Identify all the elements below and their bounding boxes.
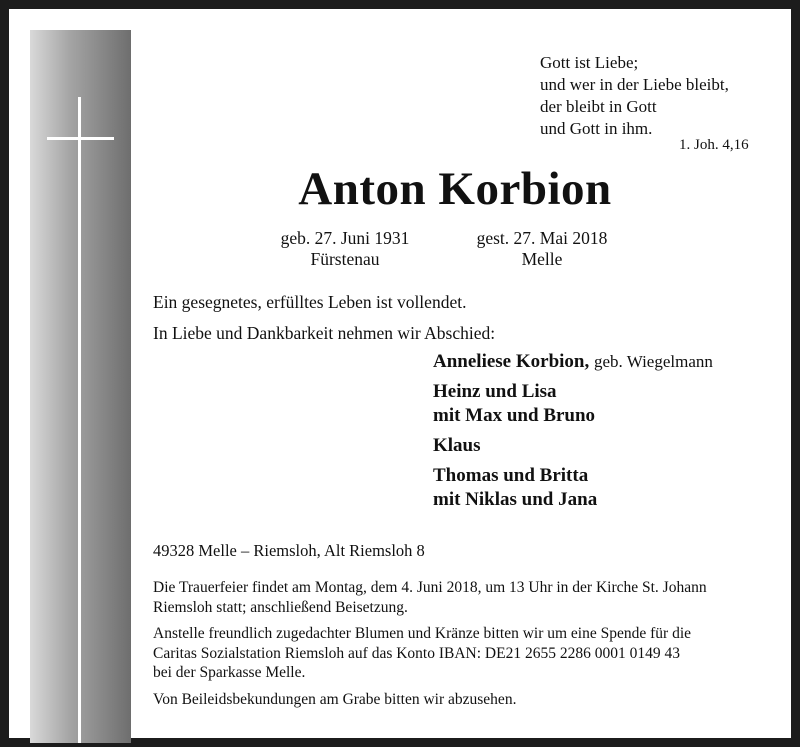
maiden-name: geb. Wiegelmann [593, 352, 713, 371]
notice-line: Anstelle freundlich zugedachter Blumen und Kränze bitten wir um eine Spende für die [153, 625, 692, 642]
notice-line: Riemsloh statt; anschließend Beisetzung. [153, 598, 408, 616]
notice-line: bei der Sparkasse Melle. [153, 664, 306, 681]
notice-line: Caritas Sozialstation Riemsloh auf das Konto IBAN: DE21 2655 2286 0001 0149 43 [153, 644, 680, 662]
birth-date: geb. 27. Juni 1931 [280, 228, 410, 248]
funeral-notice [153, 578, 763, 617]
mourner-group [433, 434, 713, 458]
mourner-line: mit Niklas und Jana [433, 489, 598, 510]
spouse-line [433, 350, 713, 374]
mourners-list [433, 350, 713, 518]
birth-info [235, 228, 455, 270]
birth-place: Fürstenau [310, 249, 380, 269]
mourner-line: Heinz und Lisa [433, 381, 557, 402]
mourner-group [433, 464, 713, 512]
cross-icon [78, 97, 81, 743]
verse-line: der bleibt in Gott [540, 97, 657, 116]
condolence-notice: Von Beileidsbekundungen am Grabe bitten wir abzusehen. [153, 691, 517, 708]
mourner-spouse [433, 350, 713, 374]
verse-reference: 1. Joh. 4,16 [679, 137, 749, 153]
family-address: 49328 Melle – Riemsloh, Alt Riemsloh 8 [153, 541, 425, 560]
cross-icon-bar [47, 137, 114, 140]
death-date: gest. 27. Mai 2018 [476, 228, 608, 248]
mourner-line: Thomas und Britta [433, 465, 589, 486]
death-info [432, 228, 652, 270]
mourner-group [433, 380, 713, 428]
death-place: Melle [521, 249, 563, 269]
spouse-name: Anneliese Korbion, [433, 351, 590, 372]
bible-verse [540, 52, 729, 140]
donation-notice [153, 624, 763, 683]
verse-line: und wer in der Liebe bleibt, [540, 75, 729, 94]
verse-line: Gott ist Liebe; [540, 53, 639, 72]
intro-line: Ein gesegnetes, erfülltes Leben ist vollendet. [153, 292, 467, 312]
mourner-line: mit Max und Bruno [433, 405, 596, 426]
mourner-line: Klaus [433, 435, 481, 456]
deceased-name: Anton Korbion [298, 163, 612, 215]
verse-line: und Gott in ihm. [540, 119, 653, 138]
notice-line: Die Trauerfeier findet am Montag, dem 4. Juni 2018, um 13 Uhr in der Kirche St. Johann [153, 579, 707, 596]
intro-line: In Liebe und Dankbarkeit nehmen wir Abschied: [153, 323, 496, 343]
